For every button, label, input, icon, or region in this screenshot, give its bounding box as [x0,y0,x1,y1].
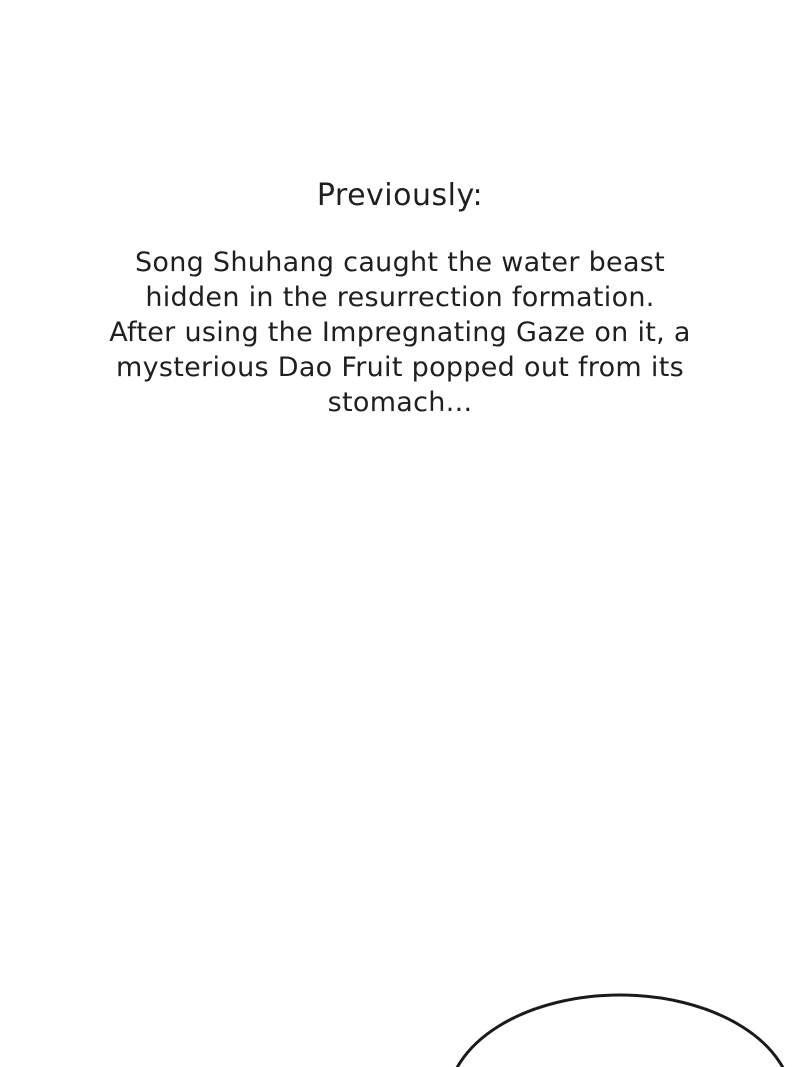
recap-line: hidden in the resurrection formation. [145,282,655,313]
recap-block [40,178,760,420]
recap-line: After using the Impregnating Gaze on it, a [109,317,691,348]
recap-heading: Previously: [316,178,484,213]
recap-line: Song Shuhang caught the water beast [134,247,666,278]
recap-line: stomach... [327,387,473,418]
recap-line: mysterious Dao Fruit popped out from its [116,352,684,383]
recap-paragraph [40,245,760,420]
